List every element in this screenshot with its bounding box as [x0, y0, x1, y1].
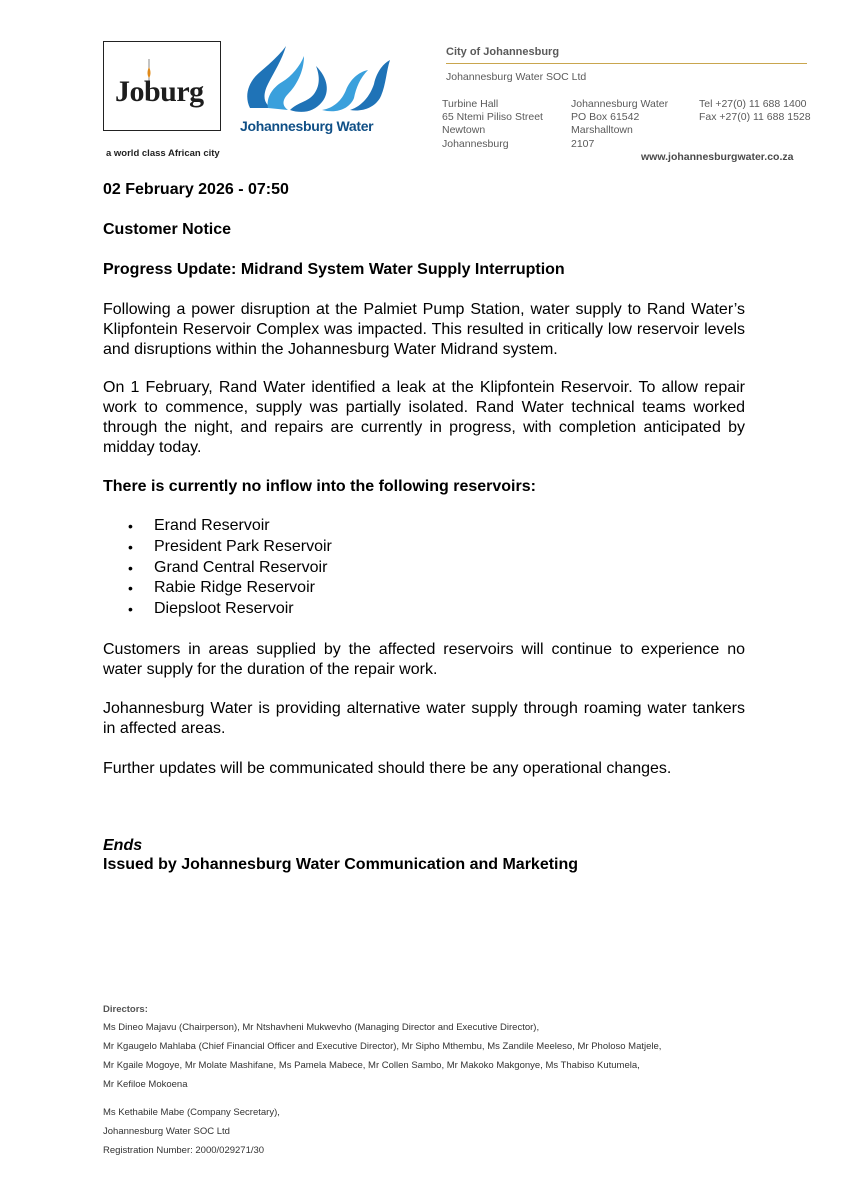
- paragraph-3: Customers in areas supplied by the affected reservoirs will continue to experience no water supply for the duration of the repair work.: [103, 641, 745, 678]
- joburg-logo: [103, 41, 223, 159]
- fax: Fax +27(0) 11 688 1528: [699, 111, 811, 124]
- ends-label: Ends: [103, 837, 143, 854]
- telephone: Tel +27(0) 11 688 1400: [699, 98, 807, 110]
- registration-number: Registration Number: 2000/029271/30: [103, 1145, 265, 1156]
- directors-line: Mr Kgaugelo Mahlaba (Chief Financial Officer and Executive Director), Mr Sipho Mthembu, Ms Zandile Meeleso, Mr Pholoso Matjele,: [103, 1041, 662, 1052]
- address-line: Turbine Hall: [442, 98, 499, 110]
- directors-list: [103, 1018, 661, 1094]
- johannesburg-water-logo-text: Johannesburg Water: [240, 118, 374, 134]
- water-wave-logo-icon: [242, 42, 392, 116]
- paragraph-2: On 1 February, Rand Water identified a leak at the Klipfontein Reservoir. To allow repair work to commence, supply was partially isolated. Rand Water technical teams worked through the night, and repairs are currently in progress, with completion anticipated by midday today.: [103, 379, 745, 456]
- address-physical: [442, 98, 543, 151]
- address-line: 2107: [571, 137, 595, 150]
- notice-title: Progress Update: Midrand System Water Supply Interruption: [103, 261, 565, 278]
- address-line: PO Box 61542: [571, 111, 640, 124]
- johannesburg-water-logo: [240, 42, 395, 134]
- company-secretary: Ms Kethabile Mabe (Company Secretary),: [103, 1107, 280, 1118]
- paragraph-4: Johannesburg Water is providing alternative water supply through roaming water tankers in affected areas.: [103, 700, 745, 737]
- address-line: Johannesburg Water: [571, 98, 669, 110]
- issued-by: Issued by Johannesburg Water Communication and Marketing: [103, 856, 579, 873]
- directors-line: Mr Kgaile Mogoye, Mr Molate Mashifane, Ms Pamela Mabece, Mr Collen Sambo, Mr Makoko Makgonye, Ms Thabiso Kutumela,: [103, 1060, 640, 1071]
- directors-line: Ms Dineo Majavu (Chairperson), Mr Ntshavheni Mukwevho (Managing Director and Executive Director),: [103, 1022, 540, 1033]
- list-item: • President Park Reservoir: [128, 537, 332, 558]
- company-details: [103, 1103, 280, 1160]
- paragraph-1: Following a power disruption at the Palmiet Pump Station, water supply to Rand Water’s Klipfontein Reservoir Complex was impacted. This resulted in critically low reservoir levels and disruptions within the Johannesburg Water Midrand system.: [103, 301, 745, 358]
- header-company: Johannesburg Water SOC Ltd: [446, 71, 587, 83]
- header-divider: [446, 63, 807, 64]
- address-line: Newtown: [442, 124, 486, 137]
- reservoir-list: [128, 516, 332, 620]
- joburg-logo-text: Joburg: [115, 75, 204, 108]
- list-item: • Rabie Ridge Reservoir: [128, 578, 332, 599]
- address-postal: [571, 98, 668, 151]
- address-line: Johannesburg: [442, 137, 509, 150]
- address-line: Marshalltown: [571, 124, 633, 137]
- list-item: • Erand Reservoir: [128, 516, 332, 537]
- notice-datetime: 02 February 2026 - 07:50: [103, 181, 289, 198]
- list-item: • Grand Central Reservoir: [128, 558, 332, 579]
- address-line: 65 Ntemi Piliso Street: [442, 111, 543, 124]
- website-link[interactable]: www.johannesburgwater.co.za: [641, 151, 794, 163]
- directors-label: Directors:: [103, 1004, 148, 1015]
- header-city: City of Johannesburg: [446, 46, 560, 58]
- joburg-tagline: a world class African city: [106, 148, 220, 159]
- list-item: • Diepsloot Reservoir: [128, 599, 332, 620]
- notice-type: Customer Notice: [103, 221, 232, 238]
- paragraph-5: Further updates will be communicated should there be any operational changes.: [103, 760, 672, 777]
- contact-numbers: [699, 98, 811, 124]
- inflow-heading: There is currently no inflow into the following reservoirs:: [103, 478, 536, 495]
- directors-line: Mr Kefiloe Mokoena: [103, 1079, 188, 1090]
- company-name: Johannesburg Water SOC Ltd: [103, 1126, 230, 1137]
